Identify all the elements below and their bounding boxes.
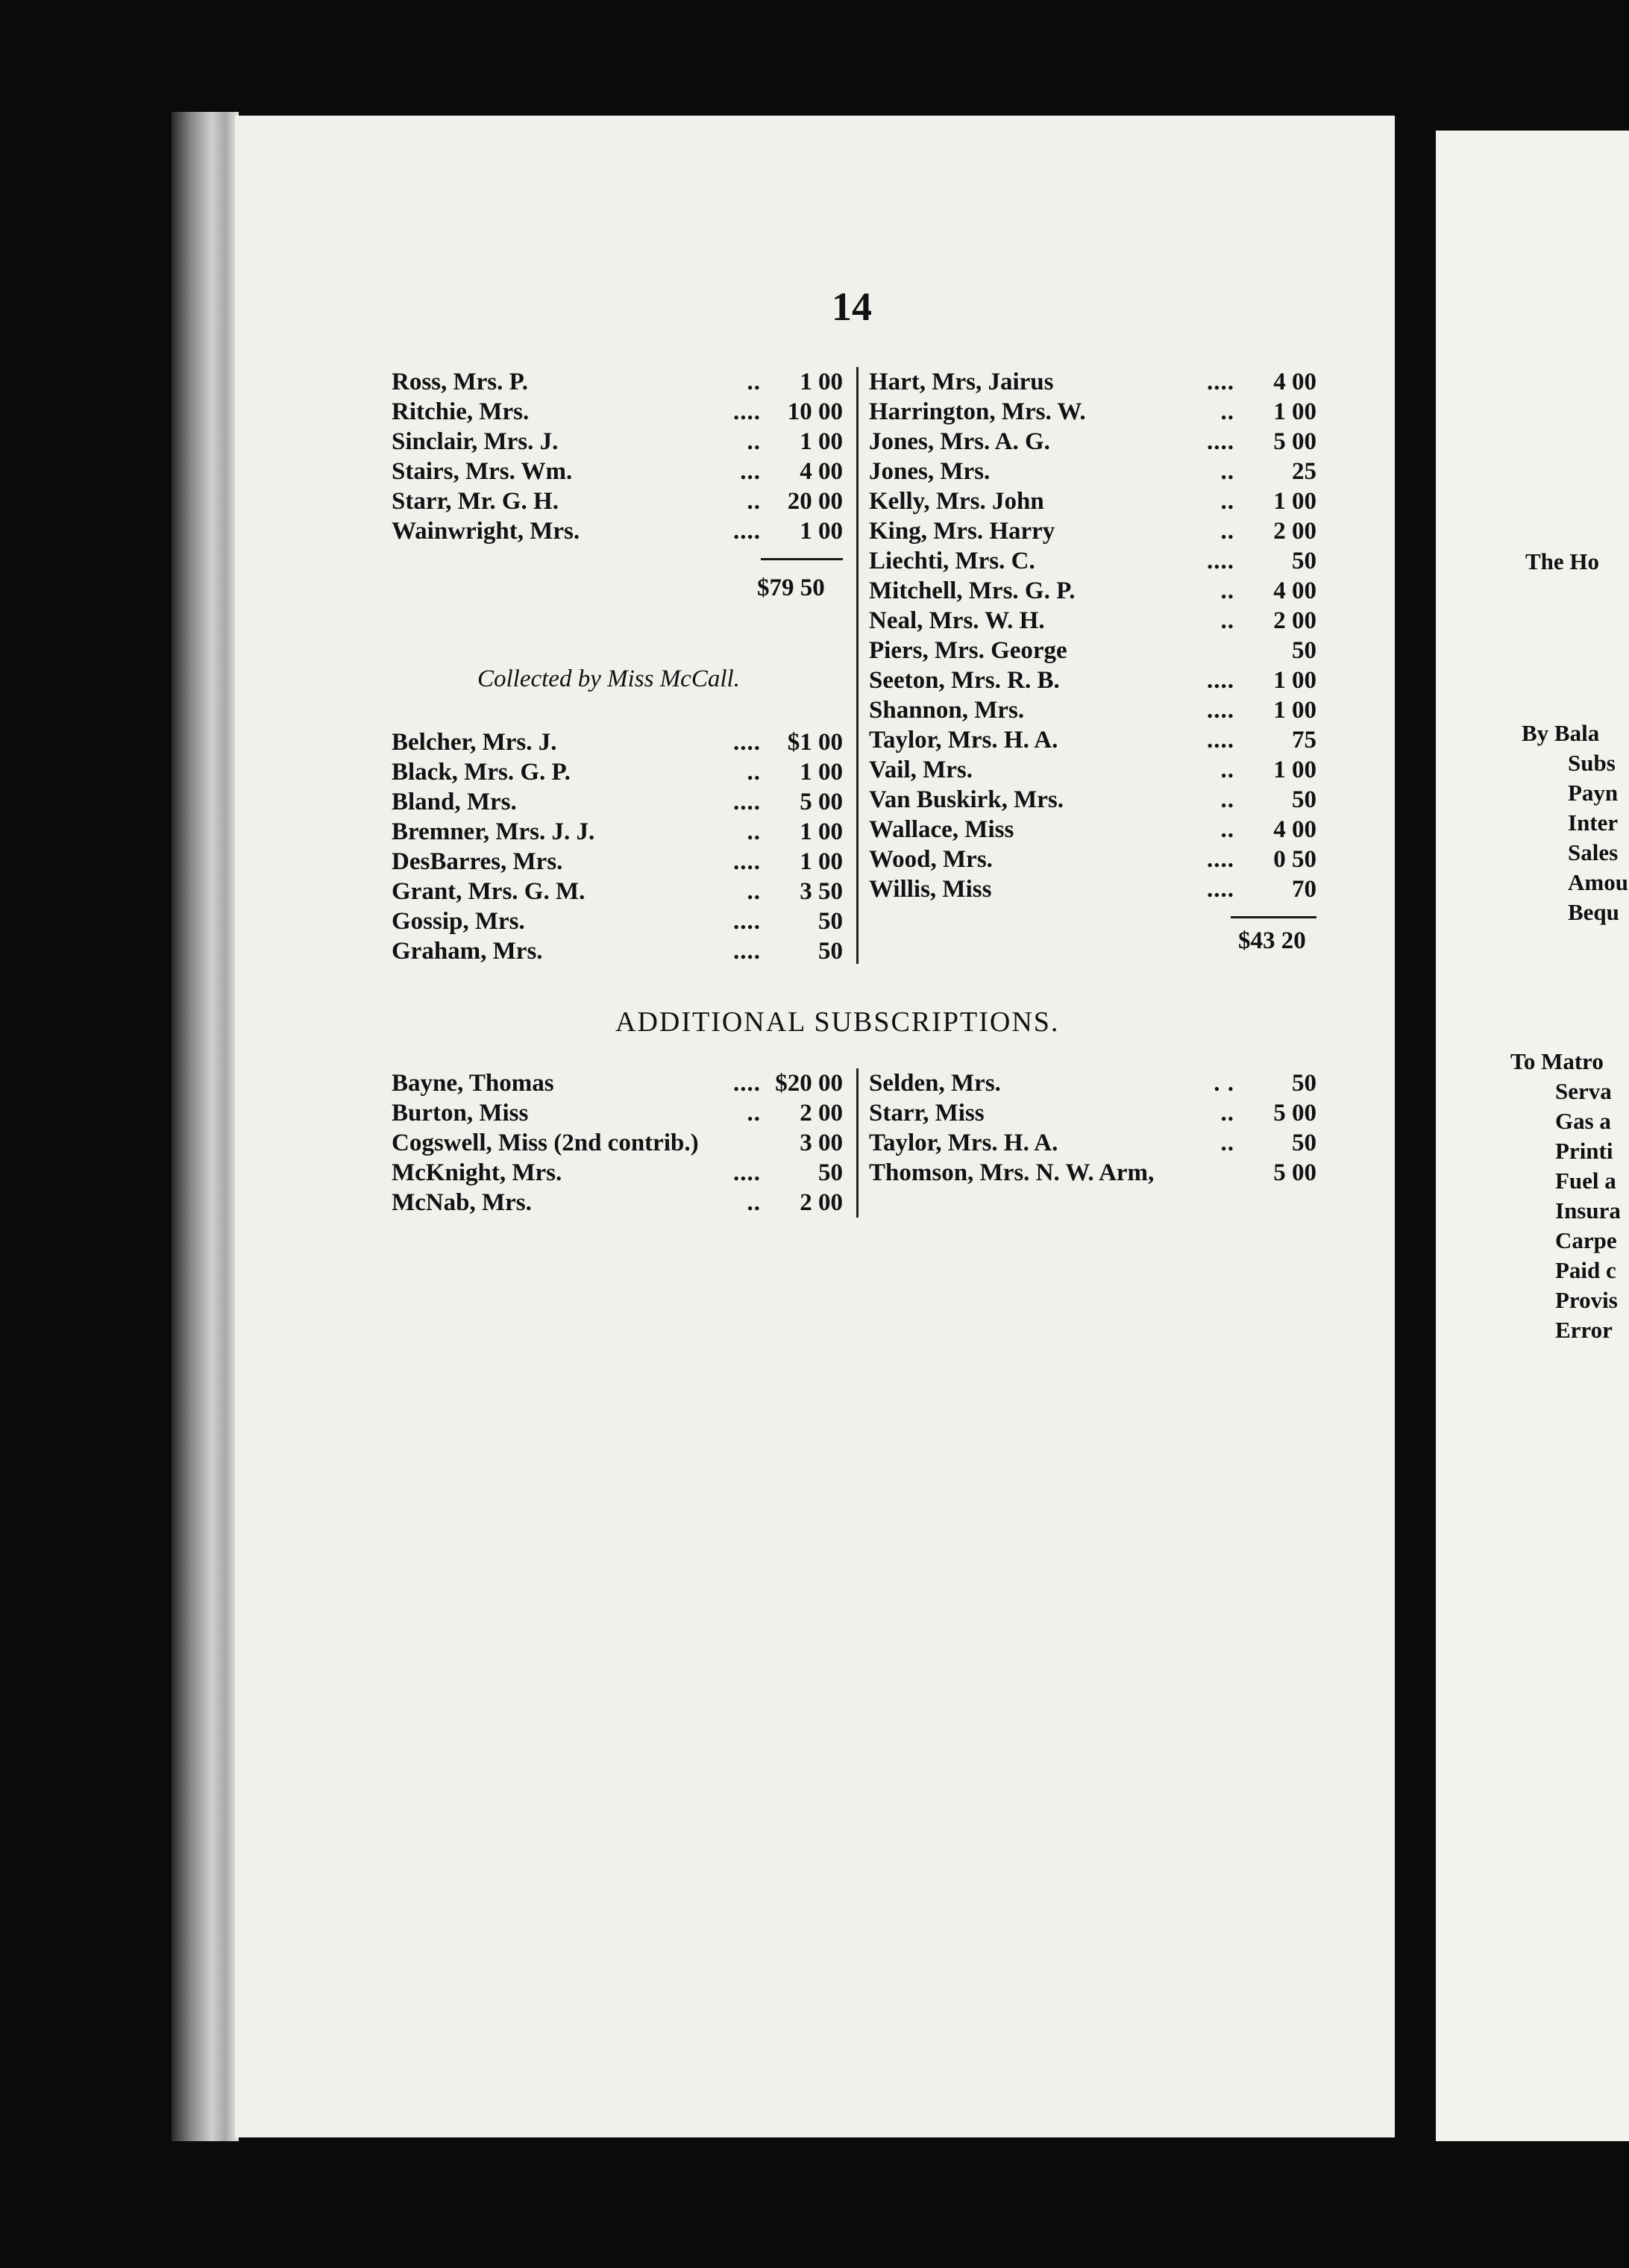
- dot-leader: ....: [733, 518, 761, 545]
- subscriber-name: Wood, Mrs.: [869, 846, 993, 873]
- facing-page-line: Error: [1555, 1317, 1613, 1343]
- subscriber-name: Gossip, Mrs.: [392, 908, 525, 935]
- ledger-row: [869, 665, 1316, 695]
- ledger-row: [869, 636, 1316, 665]
- dot-leader: ....: [1207, 667, 1234, 694]
- ledger-row: [869, 1158, 1316, 1188]
- dot-leader: ....: [1207, 369, 1234, 395]
- subscriber-name: Kelly, Mrs. John: [869, 488, 1044, 515]
- dot-leader: ...: [740, 458, 761, 485]
- dot-leader: ..: [1220, 816, 1234, 843]
- dot-leader: ..: [747, 1189, 761, 1216]
- subscriber-list-mccall: [392, 727, 843, 966]
- facing-page-line: Bequ: [1568, 899, 1619, 925]
- subscription-amount: 2 00: [1273, 607, 1316, 634]
- ledger-row: [392, 817, 843, 847]
- dot-leader: ....: [733, 398, 761, 425]
- subscription-amount: 5 00: [1273, 1159, 1316, 1186]
- dot-leader: ..: [1220, 1130, 1234, 1156]
- ledger-row: [392, 1098, 843, 1128]
- column-divider: [856, 367, 859, 964]
- subscriber-name: Liechti, Mrs. C.: [869, 548, 1035, 574]
- subscriber-name: Taylor, Mrs. H. A.: [869, 727, 1058, 754]
- subscriber-name: Burton, Miss: [392, 1100, 529, 1127]
- subscription-amount: 50: [1292, 637, 1316, 664]
- subscriber-name: McKnight, Mrs.: [392, 1159, 562, 1186]
- dot-leader: . .: [1214, 1070, 1234, 1097]
- subscriber-name: Selden, Mrs.: [869, 1070, 1001, 1097]
- subscription-amount: 5 00: [800, 789, 843, 815]
- subscriber-name: Bland, Mrs.: [392, 789, 517, 815]
- facing-page-line: Amou: [1568, 869, 1628, 895]
- facing-page-line: To Matro: [1510, 1048, 1604, 1074]
- subscription-amount: 2 00: [800, 1189, 843, 1216]
- subscription-amount: 1 00: [1273, 667, 1316, 694]
- subscription-amount: 1 00: [1273, 697, 1316, 724]
- facing-page-line: Provis: [1555, 1287, 1618, 1313]
- ledger-row: [392, 847, 843, 877]
- subscription-amount: 0 50: [1273, 846, 1316, 873]
- ledger-row: [869, 815, 1316, 845]
- facing-page-line: Printi: [1555, 1138, 1613, 1164]
- subscriber-name: Belcher, Mrs. J.: [392, 729, 557, 756]
- subscription-amount: 1 00: [800, 759, 843, 786]
- subscription-amount: 5 00: [1273, 428, 1316, 455]
- dot-leader: ....: [1207, 548, 1234, 574]
- subscription-amount: 50: [1292, 786, 1316, 813]
- subscription-amount: 4 00: [1273, 577, 1316, 604]
- ledger-row: [392, 457, 843, 486]
- dot-leader: ..: [1220, 518, 1234, 545]
- subscriber-name: Seeton, Mrs. R. B.: [869, 667, 1060, 694]
- subscription-amount: 5 00: [1273, 1100, 1316, 1127]
- ledger-row: [392, 516, 843, 546]
- subscription-amount: 4 00: [800, 458, 843, 485]
- subscriber-name: Harrington, Mrs. W.: [869, 398, 1086, 425]
- subscriber-name: Neal, Mrs. W. H.: [869, 607, 1045, 634]
- dot-leader: ....: [733, 938, 761, 965]
- ledger-row: [392, 906, 843, 936]
- dot-leader: ..: [747, 428, 761, 455]
- subscription-amount: 25: [1292, 458, 1316, 485]
- subscriber-name: King, Mrs. Harry: [869, 518, 1055, 545]
- subscriber-name: DesBarres, Mrs.: [392, 848, 563, 875]
- subscriber-name: Taylor, Mrs. H. A.: [869, 1130, 1058, 1156]
- subscriber-name: Thomson, Mrs. N. W. Arm,: [869, 1159, 1155, 1186]
- subscription-amount: 4 00: [1273, 369, 1316, 395]
- ledger-row: [392, 757, 843, 787]
- ledger-row: [392, 936, 843, 966]
- subscription-amount: 50: [1292, 548, 1316, 574]
- subscriber-name: Shannon, Mrs.: [869, 697, 1025, 724]
- facing-page-line: Gas a: [1555, 1108, 1611, 1134]
- subscription-amount: 50: [1292, 1130, 1316, 1156]
- dot-leader: ....: [733, 1159, 761, 1186]
- subscriber-name: Starr, Mr. G. H.: [392, 488, 559, 515]
- facing-page-line: Fuel a: [1555, 1168, 1616, 1194]
- ledger-row: [392, 877, 843, 906]
- subscriber-name: Black, Mrs. G. P.: [392, 759, 571, 786]
- subscription-amount: 50: [1292, 1070, 1316, 1097]
- subscriber-name: Bayne, Thomas: [392, 1070, 554, 1097]
- additional-subscriptions-heading: ADDITIONAL SUBSCRIPTIONS.: [615, 1006, 1060, 1038]
- dot-leader: ....: [733, 729, 761, 756]
- dot-leader: ..: [1220, 577, 1234, 604]
- dot-leader: ....: [1207, 428, 1234, 455]
- ledger-row: [869, 546, 1316, 576]
- ledger-row: [392, 1128, 843, 1158]
- subscription-amount: 4 00: [1273, 816, 1316, 843]
- ledger-row: [869, 606, 1316, 636]
- ledger-row: [869, 755, 1316, 785]
- subscription-amount: 1 00: [800, 428, 843, 455]
- subscription-amount: 3 00: [800, 1130, 843, 1156]
- subscription-amount: 1 00: [1273, 488, 1316, 515]
- ledger-row: [869, 576, 1316, 606]
- ledger-row: [869, 367, 1316, 397]
- facing-page-line: Serva: [1555, 1078, 1612, 1104]
- subscriber-name: Ross, Mrs. P.: [392, 369, 529, 395]
- facing-page: [1436, 131, 1629, 2141]
- facing-page-line: Payn: [1568, 780, 1619, 806]
- dot-leader: ....: [733, 1070, 761, 1097]
- ledger-row: [869, 695, 1316, 725]
- subscriber-name: Jones, Mrs.: [869, 458, 991, 485]
- subscription-amount: 2 00: [800, 1100, 843, 1127]
- subscriber-name: Sinclair, Mrs. J.: [392, 428, 559, 455]
- ledger-row: [392, 397, 843, 427]
- ledger-row: [869, 516, 1316, 546]
- ledger-row: [869, 1128, 1316, 1158]
- additional-list-left: [392, 1068, 843, 1218]
- dot-leader: ..: [747, 818, 761, 845]
- subscription-amount: 50: [818, 938, 843, 965]
- facing-page-line: Subs: [1568, 750, 1616, 776]
- subscriber-name: Graham, Mrs.: [392, 938, 543, 965]
- ledger-row: [869, 397, 1316, 427]
- ledger-row: [869, 874, 1316, 904]
- subscription-amount: 75: [1292, 727, 1316, 754]
- facing-page-line: Sales: [1568, 839, 1619, 865]
- dot-leader: ....: [1207, 697, 1234, 724]
- dot-leader: ..: [1220, 756, 1234, 783]
- book-gutter: [172, 112, 239, 2141]
- subscription-amount: 20 00: [787, 488, 843, 515]
- ledger-row: [869, 1068, 1316, 1098]
- subtotal-left: $79 50: [757, 574, 825, 601]
- subscriber-name: Jones, Mrs. A. G.: [869, 428, 1050, 455]
- ledger-row: [869, 785, 1316, 815]
- facing-page-title: The Ho: [1525, 548, 1600, 574]
- subscriber-name: Hart, Mrs, Jairus: [869, 369, 1054, 395]
- subscription-amount: 50: [818, 1159, 843, 1186]
- subscriber-name: Cogswell, Miss (2nd contrib.): [392, 1130, 699, 1156]
- dot-leader: ..: [747, 759, 761, 786]
- ledger-row: [392, 427, 843, 457]
- dot-leader: ..: [747, 878, 761, 905]
- additional-list-right: [869, 1068, 1316, 1188]
- ledger-row: [392, 1068, 843, 1098]
- facing-page-line: Insura: [1555, 1197, 1621, 1224]
- dot-leader: ....: [1207, 876, 1234, 903]
- subscriber-list-left: [392, 367, 843, 546]
- subscription-amount: 1 00: [1273, 756, 1316, 783]
- subscription-amount: 1 00: [800, 518, 843, 545]
- dot-leader: ..: [747, 488, 761, 515]
- ledger-row: [869, 486, 1316, 516]
- ledger-row: [869, 725, 1316, 755]
- ledger-row: [392, 367, 843, 397]
- subscriber-name: Wallace, Miss: [869, 816, 1014, 843]
- page-number: 14: [832, 284, 872, 329]
- subscriber-name: Van Buskirk, Mrs.: [869, 786, 1064, 813]
- dot-leader: ....: [1207, 727, 1234, 754]
- subscription-amount: 1 00: [800, 369, 843, 395]
- ledger-row: [392, 1158, 843, 1188]
- subtotal-right: $43 20: [1238, 927, 1306, 954]
- subscriber-name: Willis, Miss: [869, 876, 992, 903]
- subscriber-name: Stairs, Mrs. Wm.: [392, 458, 573, 485]
- facing-page-line: Paid c: [1555, 1257, 1616, 1283]
- subtotal-rule-right: [1231, 916, 1316, 918]
- subscriber-name: Wainwright, Mrs.: [392, 518, 580, 545]
- subscriber-name: McNab, Mrs.: [392, 1189, 532, 1216]
- subscription-amount: $1 00: [787, 729, 843, 756]
- facing-page-line: Inter: [1568, 809, 1619, 836]
- subscriber-name: Ritchie, Mrs.: [392, 398, 530, 425]
- subscriber-name: Vail, Mrs.: [869, 756, 973, 783]
- dot-leader: ..: [1220, 458, 1234, 485]
- section-title-collected: Collected by Miss McCall.: [477, 665, 740, 692]
- subscription-amount: 70: [1292, 876, 1316, 903]
- subscription-amount: 1 00: [1273, 398, 1316, 425]
- ledger-row: [869, 1098, 1316, 1128]
- ledger-row: [392, 787, 843, 817]
- dot-leader: ....: [733, 908, 761, 935]
- subscription-amount: 10 00: [787, 398, 843, 425]
- dot-leader: ..: [1220, 786, 1234, 813]
- ledger-row: [392, 727, 843, 757]
- ledger-row: [392, 1188, 843, 1218]
- subscription-amount: 1 00: [800, 848, 843, 875]
- subscriber-name: Starr, Miss: [869, 1100, 985, 1127]
- subscription-amount: 2 00: [1273, 518, 1316, 545]
- subtotal-rule-left: [761, 558, 843, 560]
- dot-leader: ..: [1220, 607, 1234, 634]
- subscription-amount: 3 50: [800, 878, 843, 905]
- column-divider-additional: [856, 1068, 859, 1218]
- ledger-row: [392, 486, 843, 516]
- dot-leader: ..: [1220, 398, 1234, 425]
- dot-leader: ..: [1220, 1100, 1234, 1127]
- ledger-row: [869, 845, 1316, 874]
- subscription-amount: 1 00: [800, 818, 843, 845]
- facing-page-line: Carpe: [1555, 1227, 1617, 1253]
- ledger-row: [869, 427, 1316, 457]
- ledger-row: [869, 457, 1316, 486]
- subscriber-list-right: [869, 367, 1316, 904]
- dot-leader: ....: [733, 848, 761, 875]
- dot-leader: ....: [1207, 846, 1234, 873]
- subscriber-name: Mitchell, Mrs. G. P.: [869, 577, 1076, 604]
- dot-leader: ..: [747, 1100, 761, 1127]
- subscriber-name: Piers, Mrs. George: [869, 637, 1067, 664]
- dot-leader: ..: [1220, 488, 1234, 515]
- facing-page-line: By Bala: [1522, 720, 1600, 746]
- subscriber-name: Bremner, Mrs. J. J.: [392, 818, 595, 845]
- dot-leader: ..: [747, 369, 761, 395]
- subscription-amount: $20 00: [775, 1070, 843, 1097]
- dot-leader: ....: [733, 789, 761, 815]
- subscription-amount: 50: [818, 908, 843, 935]
- subscriber-name: Grant, Mrs. G. M.: [392, 878, 586, 905]
